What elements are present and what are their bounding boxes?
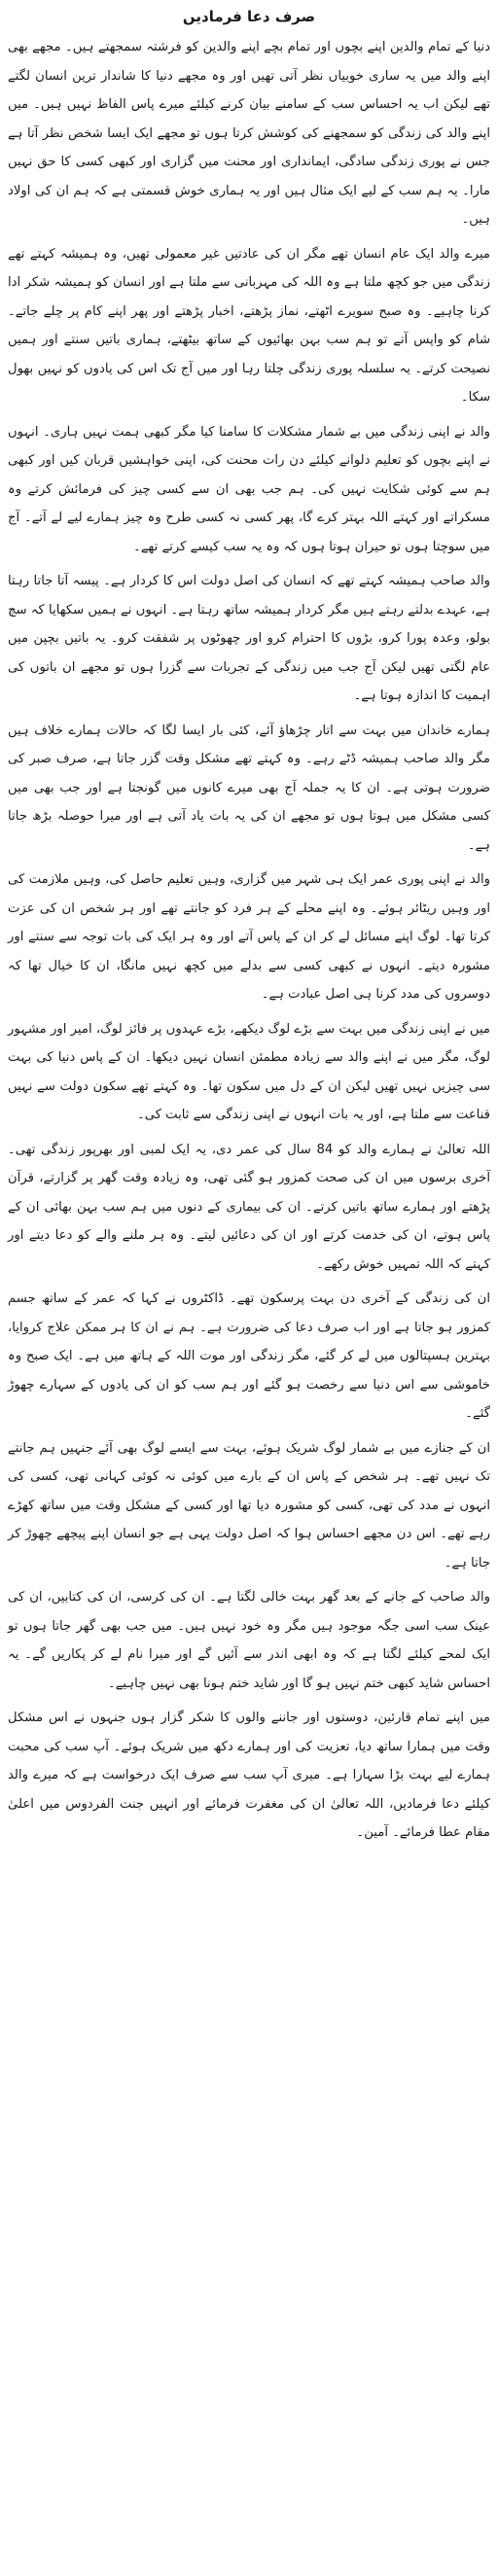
article-paragraph: والد نے اپنی زندگی میں بے شمار مشکلات کا سامنا کیا مگر کبھی ہمت نہیں ہاری۔ انہوں نے اپنے بچوں کو تعلیم دلوانے کیلئے دن رات محنت کی، اپنی خواہشیں قربان کیں اور کبھی ہم سے کوئی شکایت نہیں کی۔ ہم جب بھی ان سے کسی چیز کی فرمائش کرتے وہ مسکراتے اور کہتے اللہ بہتر کرے گا، پھر کسی نہ کسی طرح وہ چیز ہمارے لیے لے آتے۔ آج میں سوچتا ہوں تو حیران ہوتا ہوں کہ وہ یہ سب کیسے کرتے تھے۔	[8, 424, 490, 554]
article-paragraph: اللہ تعالیٰ نے ہمارے والد کو 84 سال کی عمر دی، یہ ایک لمبی اور بھرپور زندگی تھی۔ آخری برسوں میں ان کی صحت کمزور ہو گئی تھی، وہ زیادہ وقت گھر پر گزارتے، قرآن پڑھتے اور ہمارے ساتھ باتیں کرتے۔ ان کی بیماری کے دنوں میں ہم سب بہن بھائی ان کے پاس ہوتے، ان کی خدمت کرتے اور ان کی دعائیں لیتے۔ وہ ہر ملنے والے کو دعا دیتے اور کہتے کہ اللہ تمہیں خوش رکھے۔	[8, 1142, 491, 1272]
article-paragraph: میرے والد ایک عام انسان تھے مگر ان کی عادتیں غیر معمولی تھیں، وہ ہمیشہ کہتے تھے زندگی میں جو کچھ ملتا ہے وہ اللہ کی مہربانی سے ملتا ہے اور انسان کو ہمیشہ شکر ادا کرنا چاہیے۔ وہ صبح سویرے اٹھتے، نماز پڑھتے، اخبار پڑھتے اور پھر اپنے کام پر چلے جاتے۔ شام کو واپس آتے تو ہم سب بہن بھائیوں کے ساتھ بیٹھتے، ہماری باتیں سنتے اور ہمیں نصیحت کرتے۔ یہ سلسلہ پوری زندگی چلتا رہا اور میں آج تک اس کی یادوں کو نہیں بھول سکا۔	[8, 246, 490, 405]
article-paragraph: دنیا کے تمام والدین اپنے بچوں اور تمام بچے اپنے والدین کو فرشتہ سمجھتے ہیں۔ مجھے بھی اپنے والد میں یہ ساری خوبیاں نظر آتی تھیں اور وہ مجھے دنیا کا شاندار ترین انسان لگتے تھے لیکن اب یہ احساس سب کے سامنے بیان کرنے کیلئے میرے پاس الفاظ نہیں ہیں۔ میں اپنے والد کی زندگی کو سمجھنے کی کوشش کرتا ہوں تو مجھے ایک ایسا شخص نظر آتا ہے جس نے پوری زندگی سادگی، ایمانداری اور محنت میں گزاری اور کبھی کسی کا حق نہیں مارا۔ یہ ہم سب کے لیے ایک مثال ہیں اور یہ ہماری خوش قسمتی ہے کہ ہم ان کی اولاد ہیں۔	[8, 40, 491, 227]
article-title: صرف دعا فرمادیں	[182, 8, 316, 25]
article-paragraph: ان کے جنازے میں بے شمار لوگ شریک ہوئے، بہت سے ایسے لوگ بھی آئے جنہیں ہم جانتے تک نہیں تھے۔ ہر شخص کے پاس ان کے بارے میں کوئی نہ کوئی کہانی تھی، کسی کی انہوں نے مدد کی تھی، کسی کو مشورہ دیا تھا اور کسی کے مشکل وقت میں ساتھ کھڑے رہے تھے۔ اس دن مجھے احساس ہوا کہ اصل دولت یہی ہے جو انسان اپنے پیچھے چھوڑ کر جاتا ہے۔	[8, 1440, 490, 1570]
article-paragraph: ان کی زندگی کے آخری دن بہت پرسکون تھے۔ ڈاکٹروں نے کہا کہ عمر کے ساتھ جسم کمزور ہو جاتا ہے اور اب صرف دعا کی ضرورت ہے۔ ہم نے ان کا ہر ممکن علاج کروایا، بہترین ہسپتالوں میں لے کر گئے، مگر زندگی اور موت اللہ کے ہاتھ میں ہے۔ ایک صبح وہ خاموشی سے اس دنیا سے رخصت ہو گئے اور ہم سب کو ان کی یادوں کے سہارے چھوڑ گئے۔	[8, 1291, 490, 1421]
article-paragraph: والد صاحب کے جانے کے بعد گھر بہت خالی لگتا ہے۔ ان کی کرسی، ان کی کتابیں، ان کی عینک سب اسی جگہ موجود ہیں مگر وہ خود نہیں ہیں۔ میں جب بھی گھر جاتا ہوں تو ایک لمحے کیلئے لگتا ہے کہ وہ ابھی اندر سے آئیں گے اور میرا نام لے کر پکاریں گے۔ یہ احساس شاید کبھی ختم نہیں ہو گا اور شاید ختم ہونا بھی نہیں چاہیے۔	[8, 1590, 490, 1691]
article-paragraph: میں اپنے تمام قارئین، دوستوں اور جاننے والوں کا شکر گزار ہوں جنہوں نے اس مشکل وقت میں ہمارا ساتھ دیا، تعزیت کی اور ہمارے دکھ میں شریک ہوئے۔ آپ سب کی محبت ہمارے لیے بہت بڑا سہارا ہے۔ میری آپ سب سے صرف ایک درخواست ہے کہ میرے والد کیلئے دعا فرمادیں، اللہ تعالیٰ ان کی مغفرت فرمائے اور انہیں جنت الفردوس میں اعلیٰ مقام عطا فرمائے۔ آمین۔	[8, 1711, 490, 1840]
article-paragraph: ہمارے خاندان میں بہت سے اتار چڑھاؤ آئے، کئی بار ایسا لگا کہ حالات ہمارے خلاف ہیں مگر والد صاحب ہمیشہ ڈٹے رہے۔ وہ کہتے تھے مشکل وقت گزر جاتا ہے، صرف صبر کی ضرورت ہوتی ہے۔ ان کا یہ جملہ آج بھی میرے کانوں میں گونجتا ہے اور جب بھی میں کسی مشکل میں ہوتا ہوں تو مجھے ان کی یہ بات یاد آتی ہے اور میرا حوصلہ بڑھ جاتا ہے۔	[8, 723, 490, 853]
article-paragraph: میں نے اپنی زندگی میں بہت سے بڑے لوگ دیکھے، بڑے عہدوں پر فائز لوگ، امیر اور مشہور لوگ، مگر میں نے اپنے والد سے زیادہ مطمئن انسان نہیں دیکھا۔ ان کے پاس دنیا کی بہت سی چیزیں نہیں تھیں لیکن ان کے دل میں سکون تھا۔ وہ کہتے تھے سکون دولت سے نہیں قناعت سے ملتا ہے، اور یہ بات انہوں نے اپنی زندگی سے ثابت کی۔	[8, 1021, 490, 1122]
article-paragraph: والد نے اپنی پوری عمر ایک ہی شہر میں گزاری، وہیں تعلیم حاصل کی، وہیں ملازمت کی اور وہیں ریٹائر ہوئے۔ وہ اپنے محلے کے ہر فرد کو جانتے تھے اور ہر شخص ان کی عزت کرتا تھا۔ لوگ اپنے مسائل لے کر ان کے پاس آتے اور وہ ہر ایک کی بات توجہ سے سنتے اور مشورہ دیتے۔ انہوں نے کبھی کسی سے بدلے میں کچھ نہیں مانگا، ان کا خیال تھا کہ دوسروں کی مدد کرنا ہی اصل عبادت ہے۔	[8, 872, 490, 1002]
article-body	[8, 33, 490, 1848]
article-paragraph: والد صاحب ہمیشہ کہتے تھے کہ انسان کی اصل دولت اس کا کردار ہے۔ پیسہ آتا جاتا رہتا ہے، عہدے بدلتے رہتے ہیں مگر کردار ہمیشہ ساتھ رہتا ہے۔ انہوں نے ہمیں سکھایا کہ سچ بولو، وعدہ پورا کرو، بڑوں کا احترام کرو اور چھوٹوں پر شفقت کرو۔ یہ باتیں بچپن میں عام لگتی تھیں لیکن آج جب میں زندگی کے تجربات سے گزرا ہوں تو مجھے ان باتوں کی اہمیت کا اندازہ ہوتا ہے۔	[8, 574, 490, 703]
